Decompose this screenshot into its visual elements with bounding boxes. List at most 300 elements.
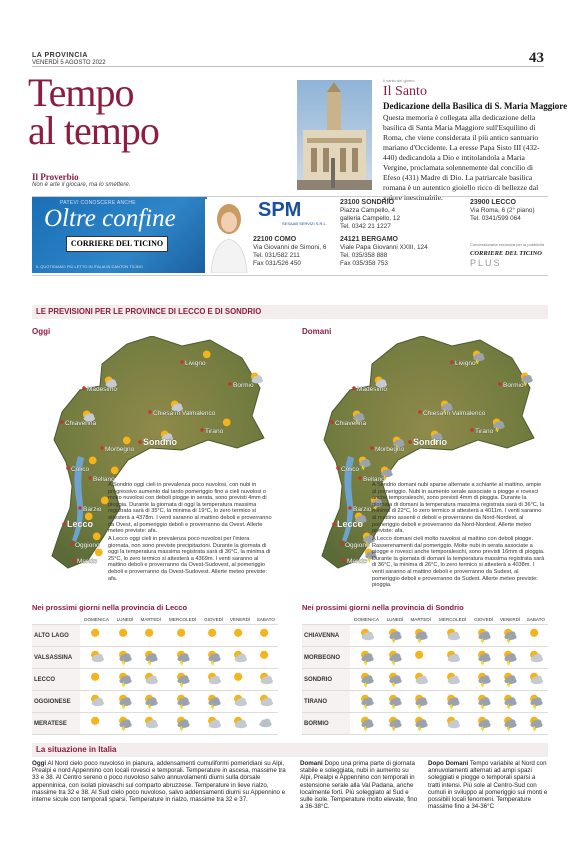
ad-newspaper-logo: CORRIERE DEL TICINO bbox=[66, 236, 168, 252]
forecast-cell bbox=[434, 669, 470, 691]
forecast-cell bbox=[226, 691, 253, 713]
oggi-label: Oggi bbox=[32, 760, 47, 767]
publication-date: VENERDÌ 5 AGOSTO 2022 bbox=[32, 60, 106, 66]
santo-body: Questa memoria è collegata alla dedicazione della basilica di Santa Maria Maggiore sull'Esquilino di Roma, che viene considerata il più antico santuario mariano d'Occidente. La eresse Papa Sisto III (432-440) dedicandola a Dio e intitolandola a Maria Vergine, proclamata solennemente dal concilio di Efeso (431) Madre di Dio. La patriarcale basilica romana è un autentico gioiello ricco di bellezze dal valore inestimabile. bbox=[383, 113, 540, 202]
ct-plus-kicker: Concessionaria esclusiva per la pubblicità bbox=[470, 242, 545, 247]
forecast-cell bbox=[350, 669, 383, 691]
table-row bbox=[32, 713, 278, 735]
cloud-sun-icon bbox=[412, 670, 430, 688]
sun-icon bbox=[88, 714, 106, 732]
office-city: 23900 LECCO bbox=[470, 199, 516, 206]
town-label: Bormio bbox=[503, 382, 524, 389]
storm-icon bbox=[174, 692, 192, 710]
page-title bbox=[28, 70, 159, 153]
forecast-cell bbox=[350, 691, 383, 713]
cloud-sun-icon bbox=[444, 626, 462, 644]
forecast-cell bbox=[254, 647, 278, 669]
forecast-cell bbox=[471, 669, 497, 691]
office-city: 23100 SONDRIO bbox=[340, 199, 395, 206]
tomorrow-sondrio-text: A Sondrio domani nubi sparse alternate a schiarite al mattino, ampie al pomeriggio. Nubi in aumento serale associate a piogge e rovesci anche temporaleschi, sono previsti 4mm di pioggia. Durante la giornata di domani la temperatura massima registrata sarà di 36°C, la minima di 22°C, lo zero termico si attesterà a 4011m. I venti saranno al mattino assenti o deboli e proverranno da Nord-Nordest, al pomeriggio deboli e proverranno da Nord-Nordest. Allerte meteo previste: afa. bbox=[372, 482, 545, 535]
situazione-oggi bbox=[32, 760, 290, 803]
office-sondrio bbox=[340, 199, 400, 231]
storm-icon bbox=[386, 626, 404, 644]
forecast-cell bbox=[434, 713, 470, 735]
forecast-cell bbox=[137, 625, 164, 647]
sun-icon bbox=[527, 626, 545, 644]
forecast-cell bbox=[226, 713, 253, 735]
forecast-cell bbox=[471, 625, 497, 647]
town-label: Livigno bbox=[455, 360, 476, 367]
storm-icon bbox=[358, 670, 376, 688]
town-marker bbox=[228, 382, 232, 386]
sun-icon bbox=[88, 670, 106, 688]
ad-slogan: Oltre confine bbox=[44, 205, 176, 232]
storm-icon bbox=[116, 692, 134, 710]
ad-footer: IL QUOTIDIANO PIÙ LETTO IN ITALIA IN CANTON TICINO bbox=[36, 264, 143, 269]
storm-icon bbox=[358, 648, 376, 666]
storm-icon bbox=[174, 670, 192, 688]
forecast-cell bbox=[350, 713, 383, 735]
forecast-cell bbox=[254, 625, 278, 647]
forecast-cell bbox=[254, 669, 278, 691]
forecast-cell bbox=[407, 713, 434, 735]
town-marker bbox=[60, 420, 64, 424]
forecast-cell bbox=[201, 713, 227, 735]
situazione-domani bbox=[300, 760, 418, 810]
proverbio-text: Non è arte il giocare, ma lo smettere. bbox=[32, 182, 131, 188]
location-name: OGGIONESE bbox=[32, 691, 80, 713]
forecast-cell bbox=[80, 713, 113, 735]
forecast-cell bbox=[80, 625, 113, 647]
office-city: 24121 BERGAMO bbox=[340, 236, 398, 243]
town-marker bbox=[418, 410, 422, 414]
storm-icon bbox=[174, 648, 192, 666]
basilica-photo bbox=[297, 80, 372, 190]
lecco-forecast-table bbox=[32, 614, 278, 735]
office-lecco bbox=[470, 199, 535, 223]
masthead bbox=[32, 52, 106, 67]
cloud-sun-icon bbox=[358, 626, 376, 644]
town-marker bbox=[100, 446, 104, 450]
tomorrow-label: Domani bbox=[302, 327, 332, 336]
forecast-cell bbox=[137, 713, 164, 735]
town-marker bbox=[370, 446, 374, 450]
forecast-cell bbox=[383, 713, 407, 735]
town-label: Tirano bbox=[205, 428, 224, 435]
cloud-sun-icon bbox=[142, 714, 160, 732]
day-header: MARTEDÌ bbox=[407, 614, 434, 625]
sondrio-forecast-title: Nei prossimi giorni nella provincia di Sondrio bbox=[302, 603, 464, 612]
situazione-dopodomani bbox=[428, 760, 548, 810]
town-marker bbox=[180, 360, 184, 364]
office-phone: Tel. 035/358 888 bbox=[340, 252, 388, 259]
office-address: Via Roma, 6 (2° piano) bbox=[470, 207, 535, 214]
sun-icon bbox=[412, 648, 430, 666]
sun-icon bbox=[257, 626, 275, 644]
forecast-cell bbox=[254, 691, 278, 713]
town-label: Colico bbox=[341, 466, 360, 473]
today-label: Oggi bbox=[32, 327, 51, 336]
town-label: Chiesa in Valmalenco bbox=[153, 410, 216, 417]
storm-icon bbox=[475, 626, 493, 644]
town-label: Bellano bbox=[363, 476, 385, 483]
ad-woman-photo bbox=[205, 199, 253, 273]
ct-plus-name: CORRIERE DEL TICINO bbox=[470, 250, 542, 257]
town-marker bbox=[358, 476, 362, 480]
storm-icon bbox=[412, 692, 430, 710]
town-label: Barzio bbox=[83, 506, 102, 513]
town-label: Oggiono bbox=[75, 542, 100, 549]
day-header: LUNEDÌ bbox=[383, 614, 407, 625]
office-address: Piazza Campello, 4 bbox=[340, 207, 396, 214]
storm-icon bbox=[358, 692, 376, 710]
storm-icon bbox=[386, 670, 404, 688]
town-label: Morbegno bbox=[375, 446, 405, 453]
forecast-cell bbox=[407, 625, 434, 647]
cloud-sun-icon bbox=[88, 648, 106, 666]
oggi-text: Al Nord cielo poco nuvoloso in pianura, addensamenti cumuliformi pomeridiani su Alpi, Prealpi e nord Appennino con locali rovesci e temporali. Temperature in ascesa, massime tra 33 e 38. Al Centro sereno o poco nuvoloso salvo annuvolamenti diurni sulla dorsale appenninica, con isolati piovaschi sul comparto abruzzese. Temperature in lieve rialzo, massime tra 32 e 38. Al Sud cielo poco nuvoloso, salvo addensamenti diurni su Appennino e interne sicule con temporali sparsi. Temperature in rialzo, massime tra 32 e 37. bbox=[32, 760, 286, 804]
forecast-cell bbox=[137, 647, 164, 669]
town-marker bbox=[70, 542, 74, 546]
sondrio-forecast-table bbox=[302, 614, 548, 735]
town-marker bbox=[340, 542, 344, 546]
cloud-sun-icon bbox=[257, 692, 275, 710]
forecast-cell bbox=[383, 691, 407, 713]
forecast-cell bbox=[524, 625, 548, 647]
forecast-cell bbox=[434, 625, 470, 647]
town-marker bbox=[342, 558, 346, 562]
storm-icon bbox=[475, 670, 493, 688]
table-row bbox=[302, 625, 548, 647]
santo-title: Il Santo bbox=[383, 84, 427, 99]
office-fax: Fax 031/526 450 bbox=[253, 260, 301, 267]
storm-icon bbox=[142, 692, 160, 710]
town-marker bbox=[450, 360, 454, 364]
forecast-cell bbox=[137, 669, 164, 691]
storm-icon bbox=[174, 714, 192, 732]
corner-cell bbox=[302, 614, 350, 625]
town-label: Merate bbox=[347, 558, 368, 565]
sun-icon bbox=[88, 626, 106, 644]
town-label: Colico bbox=[71, 466, 90, 473]
forecast-cell bbox=[113, 625, 137, 647]
day-header: GIOVEDÌ bbox=[201, 614, 227, 625]
forecast-cell bbox=[383, 625, 407, 647]
cloud-sun-icon bbox=[527, 648, 545, 666]
forecast-cell bbox=[383, 669, 407, 691]
forecast-cell bbox=[226, 625, 253, 647]
forecast-cell bbox=[113, 691, 137, 713]
tomorrow-lecco-text: A Lecco domani cieli molto nuvolosi al mattino con deboli piogge. Rasserenamenti dal pomeriggio. Molte nubi in serata associate a piogge e rovesci anche temporaleschi, sono previsti 16mm di pioggia. Durante la giornata di domani la temperatura massima registrata sarà di 36°C, la minima di 26°C, lo zero termico si attesterà a 4038m. I venti saranno al mattino deboli e proverranno da Sudest, al pomeriggio deboli e proverranno da Sudest. Allerte meteo previste: pioggia. bbox=[372, 536, 545, 589]
town-label: Chiavenna bbox=[335, 420, 367, 427]
forecast-cell bbox=[201, 691, 227, 713]
page-number: 43 bbox=[529, 50, 544, 66]
cloud-sun-icon bbox=[257, 670, 275, 688]
day-header: VENERDÌ bbox=[226, 614, 253, 625]
forecast-cell bbox=[164, 669, 200, 691]
office-como bbox=[253, 236, 326, 268]
sun-icon bbox=[205, 626, 223, 644]
storm-icon bbox=[475, 692, 493, 710]
page-title-line-2: al tempo bbox=[28, 108, 159, 153]
cloud-sun-icon bbox=[231, 692, 249, 710]
storm-icon bbox=[142, 648, 160, 666]
town-label: Bellano bbox=[93, 476, 115, 483]
town-label: Lecco bbox=[337, 519, 364, 529]
santo-kicker: Il santo del giorno bbox=[383, 78, 415, 83]
office-phone: Tel. 0341/599 064 bbox=[470, 215, 521, 222]
map-weather-icon bbox=[203, 351, 211, 359]
town-label: Madesimo bbox=[357, 386, 387, 393]
cloud-sun-icon bbox=[444, 670, 462, 688]
header-rule bbox=[32, 66, 544, 67]
storm-icon bbox=[412, 714, 430, 732]
town-marker bbox=[498, 382, 502, 386]
location-name: CHIAVENNA bbox=[302, 625, 350, 647]
cloud-sun-icon bbox=[231, 648, 249, 666]
sun-icon bbox=[231, 626, 249, 644]
day-header: DOMENICA bbox=[80, 614, 113, 625]
storm-icon bbox=[527, 692, 545, 710]
publication-name: LA PROVINCIA bbox=[32, 52, 88, 59]
forecast-cell bbox=[350, 625, 383, 647]
town-label: Barzio bbox=[353, 506, 372, 513]
cloud-sun-icon bbox=[205, 670, 223, 688]
table-row bbox=[32, 647, 278, 669]
forecast-cell bbox=[80, 647, 113, 669]
today-sondrio-text: A Sondrio oggi cieli in prevalenza poco nuvolosi, con nubi in progressivo aumento dal tardo pomeriggio fino a cieli nuvolosi o molto nuvolosi con deboli piogge in serata, sono previsti 4mm di pioggia. Durante la giornata di oggi la temperatura massima registrata sarà di 35°C, la minima di 19°C, lo zero termico si attesterà a 4378m. I venti saranno al mattino deboli e proverranno da Ovest, al pomeriggio deboli e proverranno da Ovest. Allerte meteo previste: afa. bbox=[108, 482, 272, 535]
day-header: GIOVEDÌ bbox=[471, 614, 497, 625]
table-row bbox=[302, 691, 548, 713]
forecast-cell bbox=[471, 647, 497, 669]
ct-plus-word: PLUS bbox=[470, 258, 502, 268]
office-phone: Tel. 031/582 211 bbox=[253, 252, 300, 259]
town-label: Tirano bbox=[475, 428, 494, 435]
forecast-cell bbox=[407, 691, 434, 713]
storm-icon bbox=[501, 670, 519, 688]
office-address: Via Giovanni de Simoni, 6 bbox=[253, 244, 327, 251]
cloud-sun-icon bbox=[527, 670, 545, 688]
forecast-cell bbox=[80, 691, 113, 713]
sun-icon bbox=[231, 670, 249, 688]
previsioni-title: LE PREVISIONI PER LE PROVINCE DI LECCO E DI SONDRIO bbox=[32, 305, 548, 319]
day-header: LUNEDÌ bbox=[113, 614, 137, 625]
cloud-sun-icon bbox=[444, 648, 462, 666]
town-label: Oggiono bbox=[345, 542, 370, 549]
town-label: Lecco bbox=[67, 519, 94, 529]
town-marker bbox=[330, 420, 334, 424]
forecast-cell bbox=[113, 647, 137, 669]
location-name: LECCO bbox=[32, 669, 80, 691]
forecast-cell bbox=[226, 669, 253, 691]
forecast-cell bbox=[524, 713, 548, 735]
table-row bbox=[32, 691, 278, 713]
day-header: SABATO bbox=[254, 614, 278, 625]
day-header: DOMENICA bbox=[350, 614, 383, 625]
town-marker bbox=[88, 476, 92, 480]
forecast-cell bbox=[434, 691, 470, 713]
town-label: Chiavenna bbox=[65, 420, 97, 427]
sun-icon bbox=[116, 626, 134, 644]
office-bergamo bbox=[340, 236, 428, 268]
forecast-cell bbox=[164, 713, 200, 735]
town-marker bbox=[62, 522, 66, 526]
table-row bbox=[302, 713, 548, 735]
forecast-cell bbox=[496, 647, 523, 669]
forecast-cell bbox=[350, 647, 383, 669]
storm-icon bbox=[412, 626, 430, 644]
proverbio-title: Il Proverbio bbox=[32, 172, 79, 182]
forecast-cell bbox=[201, 647, 227, 669]
town-marker bbox=[348, 506, 352, 510]
forecast-cell bbox=[164, 625, 200, 647]
table-row bbox=[32, 625, 278, 647]
storm-icon bbox=[116, 648, 134, 666]
town-marker bbox=[148, 410, 152, 414]
town-marker bbox=[408, 440, 412, 444]
office-city: 22100 COMO bbox=[253, 236, 297, 243]
map-weather-icon bbox=[123, 437, 131, 445]
office-fax: Fax 035/358 753 bbox=[340, 260, 388, 267]
forecast-cell bbox=[137, 691, 164, 713]
office-phone: Tel. 0342 21 1227 bbox=[340, 223, 391, 230]
forecast-cell bbox=[113, 713, 137, 735]
forecast-cell bbox=[113, 669, 137, 691]
storm-icon bbox=[475, 714, 493, 732]
storm-icon bbox=[116, 714, 134, 732]
dopodomani-text: Tempo variabile al Nord con annuvolamenti alternati ad ampi spazi soleggiati e piogge o temporali sparsi a tratti intensi. Più sole al Centro-Sud con cumuli in sviluppo al pomeriggio sui monti e possibili locali fenomeni. Temperature massime fino a 34-36°C bbox=[428, 760, 548, 811]
today-lecco-text: A Lecco oggi cieli in prevalenza poco nuvolosi per l'intera giornata, non sono previste precipitazioni. Durante la giornata di oggi la temperatura massima registrata sarà di 36°C, la minima di 25°C, lo zero termico si attesterà a 4369m. I venti saranno al mattino deboli e proverranno da Ovest-Sudovest, al pomeriggio deboli e proverranno da Ovest-Sudovest. Allerte meteo previste: afa. bbox=[108, 536, 271, 582]
town-label: Madesimo bbox=[87, 386, 117, 393]
forecast-cell bbox=[471, 691, 497, 713]
forecast-cell bbox=[496, 691, 523, 713]
forecast-cell bbox=[434, 647, 470, 669]
cloud-sun-icon bbox=[142, 670, 160, 688]
town-label: Sondrio bbox=[413, 437, 447, 447]
forecast-cell bbox=[201, 669, 227, 691]
town-label: Bormio bbox=[233, 382, 254, 389]
storm-icon bbox=[116, 670, 134, 688]
sun-icon bbox=[142, 626, 160, 644]
town-label: Livigno bbox=[185, 360, 206, 367]
map-weather-icon bbox=[89, 457, 97, 465]
day-header: MERCOLEDÌ bbox=[164, 614, 200, 625]
storm-icon bbox=[358, 714, 376, 732]
town-marker bbox=[66, 466, 70, 470]
storm-icon bbox=[475, 648, 493, 666]
storm-icon bbox=[386, 648, 404, 666]
storm-icon bbox=[501, 692, 519, 710]
town-marker bbox=[352, 386, 356, 390]
town-label: Merate bbox=[77, 558, 98, 565]
location-name: ALTO LAGO bbox=[32, 625, 80, 647]
storm-icon bbox=[444, 692, 462, 710]
lecco-forecast-title: Nei prossimi giorni nella provincia di Lecco bbox=[32, 603, 188, 612]
forecast-cell bbox=[524, 691, 548, 713]
location-name: MORBEGNO bbox=[302, 647, 350, 669]
day-header: MERCOLEDÌ bbox=[434, 614, 470, 625]
town-marker bbox=[200, 428, 204, 432]
day-header: VENERDÌ bbox=[496, 614, 523, 625]
table-row bbox=[302, 647, 548, 669]
day-header: MARTEDÌ bbox=[137, 614, 164, 625]
page-title-line-1: Tempo bbox=[28, 70, 134, 115]
table-row bbox=[302, 669, 548, 691]
storm-icon bbox=[527, 714, 545, 732]
office-address: Viale Papa Giovanni XXIII, 124 bbox=[340, 244, 428, 251]
forecast-cell bbox=[524, 647, 548, 669]
storm-icon bbox=[386, 714, 404, 732]
location-name: SONDRIO bbox=[302, 669, 350, 691]
corner-cell bbox=[32, 614, 80, 625]
town-marker bbox=[82, 386, 86, 390]
town-marker bbox=[78, 506, 82, 510]
ad-kicker: PATEVI CONOSCERE ANCHE bbox=[60, 200, 136, 206]
day-header: SABATO bbox=[524, 614, 548, 625]
cloud-sun-icon bbox=[205, 714, 223, 732]
town-label: Morbegno bbox=[105, 446, 135, 453]
forecast-cell bbox=[201, 625, 227, 647]
forecast-cell bbox=[496, 669, 523, 691]
forecast-cell bbox=[524, 669, 548, 691]
storm-icon bbox=[205, 648, 223, 666]
town-marker bbox=[72, 558, 76, 562]
storm-icon bbox=[501, 648, 519, 666]
town-marker bbox=[470, 428, 474, 432]
forecast-cell bbox=[496, 713, 523, 735]
cloud-sun-icon bbox=[231, 714, 249, 732]
cloud-icon bbox=[257, 714, 275, 732]
cloud-sun-icon bbox=[444, 714, 462, 732]
location-name: VALSASSINA bbox=[32, 647, 80, 669]
town-label: Chiesa in Valmalenco bbox=[423, 410, 486, 417]
town-marker bbox=[332, 522, 336, 526]
forecast-cell bbox=[164, 691, 200, 713]
domani-label: Domani bbox=[300, 760, 323, 767]
forecast-cell bbox=[80, 669, 113, 691]
spm-subtitle: SESAAB SERVIZI S.R.L. bbox=[282, 221, 327, 226]
map-weather-icon bbox=[93, 533, 101, 541]
office-address-2: galleria Campello, 12 bbox=[340, 215, 401, 222]
location-name: MERATESE bbox=[32, 713, 80, 735]
forecast-cell bbox=[254, 713, 278, 735]
forecast-cell bbox=[164, 647, 200, 669]
town-marker bbox=[138, 440, 142, 444]
forecast-cell bbox=[471, 713, 497, 735]
storm-icon bbox=[205, 692, 223, 710]
sun-icon bbox=[174, 626, 192, 644]
town-marker bbox=[336, 466, 340, 470]
storm-icon bbox=[501, 714, 519, 732]
storm-icon bbox=[501, 626, 519, 644]
spm-logo: SPM bbox=[258, 199, 302, 221]
forecast-cell bbox=[407, 669, 434, 691]
forecast-cell bbox=[226, 647, 253, 669]
town-label: Sondrio bbox=[143, 437, 177, 447]
map-weather-icon bbox=[223, 419, 231, 427]
forecast-cell bbox=[407, 647, 434, 669]
domani-text: Dopo una prima parte di giornata stabile e soleggiata, nubi in aumento su Alpi, Prealpi e Appennino con temporali in estensione serale alla Val Padana, anche localmente forti. Più soleggiato al Sud e sulle isole. Temperature molto elevate, fino a 36-38°C. bbox=[300, 760, 418, 811]
cloud-sun-icon bbox=[88, 692, 106, 710]
location-name: BORMIO bbox=[302, 713, 350, 735]
situazione-title: La situazione in Italia bbox=[36, 745, 117, 754]
forecast-cell bbox=[383, 647, 407, 669]
storm-icon bbox=[386, 692, 404, 710]
forecast-cell bbox=[496, 625, 523, 647]
dopodomani-label: Dopo Domani bbox=[428, 760, 469, 767]
map-weather-icon bbox=[111, 467, 119, 475]
table-row bbox=[32, 669, 278, 691]
